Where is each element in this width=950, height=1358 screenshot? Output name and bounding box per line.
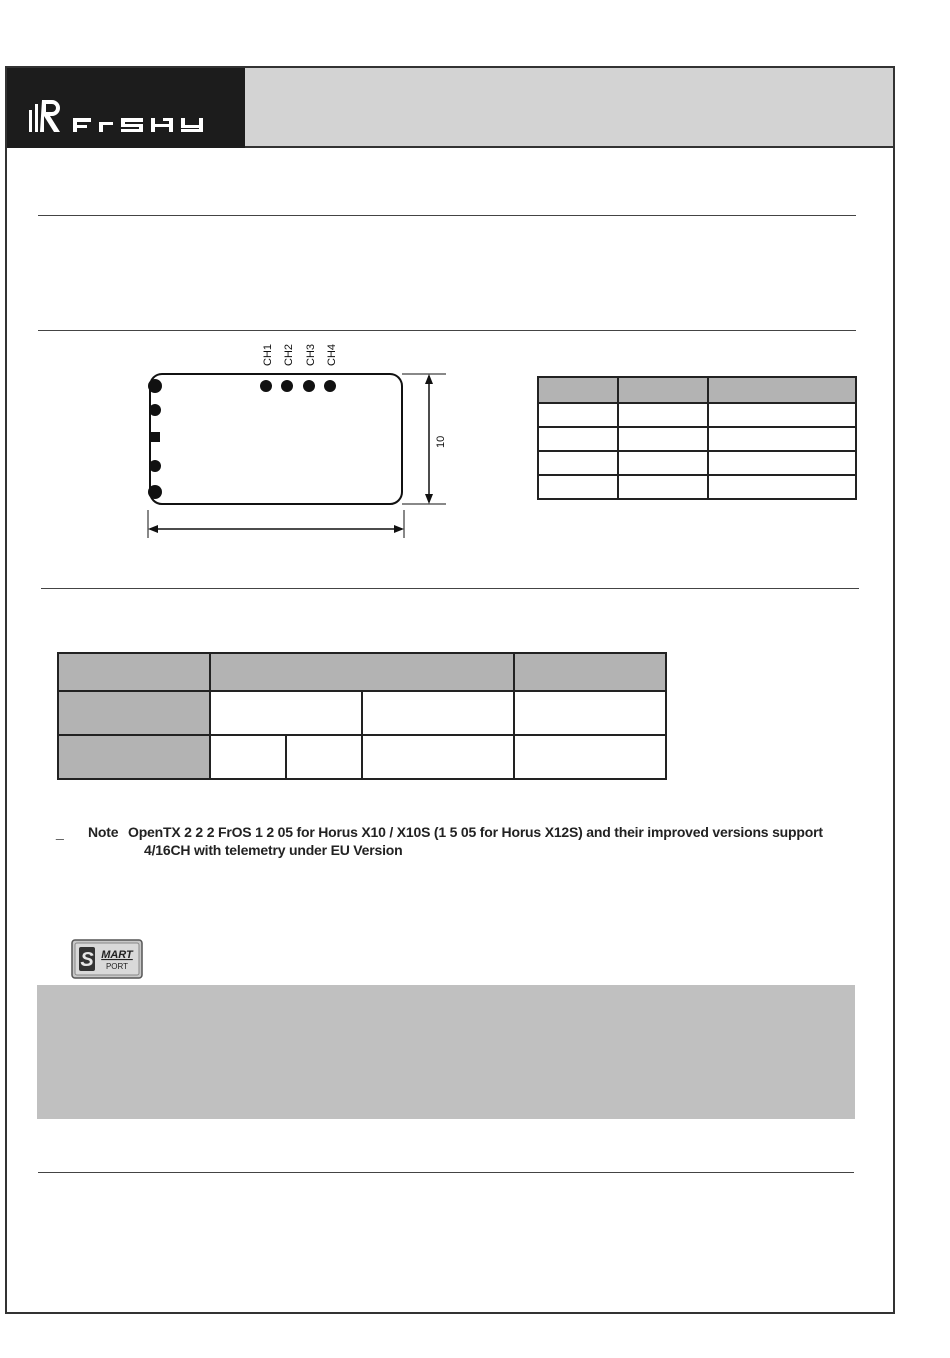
- table-row: [58, 735, 666, 779]
- table-header-cell: [618, 377, 708, 403]
- table-cell: [538, 451, 618, 475]
- table-row: [538, 475, 856, 499]
- table-cell: [708, 403, 856, 427]
- channel-label: CH3: [305, 343, 317, 366]
- left-pin-square: [150, 432, 160, 442]
- table-header-row: [58, 653, 666, 691]
- page-header: [7, 68, 893, 148]
- left-pin: [149, 404, 161, 416]
- smart-port-initial: S: [80, 949, 94, 971]
- table-cell: [514, 735, 666, 779]
- table-header-cell: [58, 653, 210, 691]
- note-text-line1: OpenTX 2 2 2 FrOS 1 2 05 for Horus X10 / X10S (1 5 05 for Horus X12S) and their improved versions support: [128, 824, 823, 840]
- grey-info-panel: [37, 985, 855, 1119]
- table-header-cell: [708, 377, 856, 403]
- channel-pin: [303, 380, 315, 392]
- table-row: [538, 451, 856, 475]
- left-pin: [149, 460, 161, 472]
- smart-port-line2: PORT: [105, 962, 129, 971]
- smart-port-logo: [71, 939, 143, 979]
- receiver-dimension-drawing: [140, 338, 460, 543]
- table-cell: [286, 735, 362, 779]
- channel-label: CH4: [326, 343, 338, 366]
- table-row-head: [58, 691, 210, 735]
- note-text-line2: 4/16CH with telemetry under EU Version: [144, 842, 403, 858]
- table-row: [58, 691, 666, 735]
- pin-table: [537, 376, 857, 500]
- note-bullet: _: [56, 824, 64, 840]
- table-cell: [618, 403, 708, 427]
- channel-pin: [260, 380, 272, 392]
- table-header-cell: [210, 653, 514, 691]
- frsky-logo-icon: [29, 98, 229, 134]
- table-row-head: [58, 735, 210, 779]
- compatibility-table: [57, 652, 667, 780]
- table-cell: [538, 475, 618, 499]
- table-row: [538, 427, 856, 451]
- table-cell: [618, 475, 708, 499]
- table-cell: [514, 691, 666, 735]
- table-cell: [708, 475, 856, 499]
- channel-pin: [324, 380, 336, 392]
- height-dimension-label: 10: [435, 435, 447, 448]
- table-header-cell: [514, 653, 666, 691]
- table-cell: [618, 451, 708, 475]
- channel-pin: [281, 380, 293, 392]
- table-cell: [538, 427, 618, 451]
- table-header-row: [538, 377, 856, 403]
- section-divider: [38, 215, 856, 216]
- section-divider: [41, 588, 859, 589]
- table-cell: [362, 691, 514, 735]
- table-cell: [708, 451, 856, 475]
- left-pin: [148, 485, 162, 499]
- smart-port-line1: MART: [101, 949, 133, 961]
- channel-label: CH2: [283, 343, 295, 366]
- table-cell: [538, 403, 618, 427]
- table-header-cell: [538, 377, 618, 403]
- table-cell: [210, 735, 286, 779]
- table-cell: [708, 427, 856, 451]
- table-row: [538, 403, 856, 427]
- section-divider: [38, 1172, 854, 1173]
- left-pin: [148, 379, 162, 393]
- section-divider: [38, 330, 856, 331]
- logo-box: [7, 68, 245, 148]
- table-cell: [362, 735, 514, 779]
- note-label: Note: [88, 824, 119, 840]
- table-cell: [618, 427, 708, 451]
- channel-label: CH1: [262, 343, 274, 366]
- table-cell: [210, 691, 362, 735]
- header-title-bar: [245, 68, 893, 148]
